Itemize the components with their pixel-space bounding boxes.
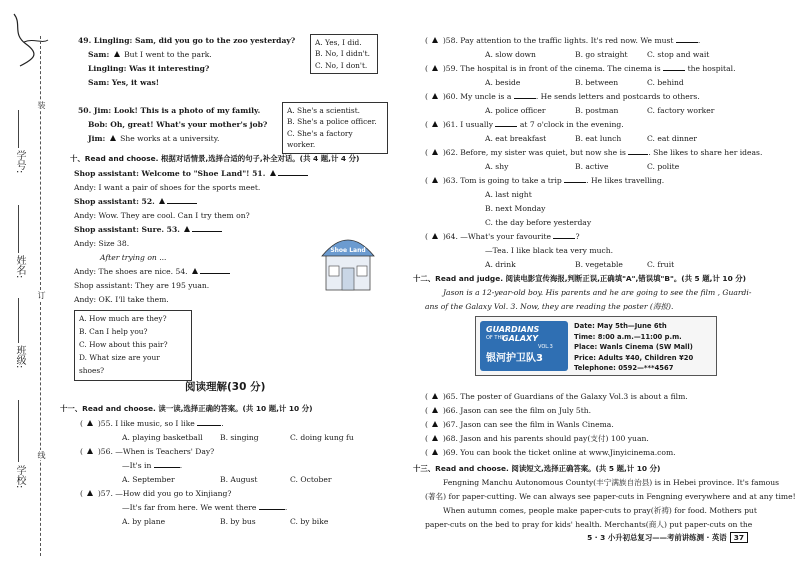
judge-65: ( )65. The poster of Guardians of the Galaxy Vol.3 is about a film. [425,392,688,401]
section-12-heading: 十二、Read and judge. 阅读电影宣传海报,判断正误,正确填"A",错误填"B"。(共 5 题,计 10 分) [413,274,747,283]
option: C. No, I don't. [315,60,368,70]
shoe-land-shop-illustration [320,228,376,294]
q56-option-c[interactable]: C. October [290,475,332,484]
q59-option-c[interactable]: C. behind [647,78,684,87]
dialog-line: After trying on ... [100,253,167,262]
q51-54-options-box [74,310,192,381]
option: C. She's a factory worker. [287,128,353,150]
poster-details [574,321,693,374]
q50-line1: 50. Jim: Look! This is a photo of my family. [78,106,261,115]
answer-blank-triangle-icon[interactable] [432,393,438,399]
intro-line1: Jason is a 12-year-old boy. His parents and he are going to see the film , Guardi- [443,288,752,297]
dialog-line: Shop assistant: They are 195 yuan. [74,281,210,290]
intro-line2: ans of the Galaxy Vol. 3. Now, they are reading the poster (海报). [425,302,674,311]
judge-66: ( )66. Jason can see the film on July 5th. [425,406,592,415]
q63-stem: ( )63. Tom is going to take a trip . He likes travelling. [425,176,665,185]
q63-option-c[interactable]: C. the day before yesterday [485,218,592,227]
answer-blank-triangle-icon[interactable] [159,198,165,204]
q63-option-b[interactable]: B. next Monday [485,204,546,213]
passage-line: Fengning Manchu Autonomous County(丰宁满族自治县) is in Hebei province. It's famous [443,478,780,487]
answer-blank-triangle-icon[interactable] [432,149,438,155]
section-10-heading: 十、Read and choose. 根据对话情景,选择合适的句子,补全对话。(共 4 题,计 4 分) [70,154,360,163]
dialog-line: Andy: The shoes are nice. 54. [74,267,230,276]
q64-stem2: —Tea. I like black tea very much. [485,246,614,255]
judge-68: ( )68. Jason and his parents should pay(支付) 100 yuan. [425,434,649,443]
q49-line3: Lingling: Was it interesting? [88,64,210,73]
q56-option-a[interactable]: A. September [122,475,175,484]
cut-label: 订 [37,291,46,299]
dialog-line: Andy: Wow. They are cool. Can I try them on? [74,211,250,220]
school-label: 学校: [14,465,25,489]
q49-options-box [310,34,378,74]
q50-line3: Jim: She works at a university. [88,134,220,143]
answer-blank-triangle-icon[interactable] [432,407,438,413]
q59-stem: ( )59. The hospital is in front of the cinema. The cinema is the hospital. [425,64,736,73]
q58-option-c[interactable]: C. stop and wait [647,50,710,59]
option: C. How about this pair? [79,339,168,349]
judge-69: ( )69. You can book the ticket online at www.Jinyicinema.com. [425,448,676,457]
q49-line1: 49. Lingling: Sam, did you go to the zoo yesterday? [78,36,296,45]
q60-stem: ( )60. My uncle is a . He sends letters and postcards to others. [425,92,700,101]
q57-stem2: —It's far from here. We went there . [122,503,288,512]
q55-stem: ( )55. I like music, so I like . [80,419,224,428]
q59-option-b[interactable]: B. between [575,78,619,87]
section-11-heading: 十一、Read and choose. 读一读,选择正确的答案。(共 10 题,计 10 分) [60,404,313,413]
q60-option-b[interactable]: B. postman [575,106,619,115]
student-id-field[interactable] [18,110,19,148]
poster-telephone: Telephone: 0592—***4567 [574,364,674,373]
answer-blank-triangle-icon[interactable] [432,435,438,441]
q57-option-c[interactable]: C. by bike [290,517,329,526]
q49-line2: Sam: But I went to the park. [88,50,212,59]
q64-option-c[interactable]: C. fruit [647,260,675,269]
q50-options-box [282,102,388,154]
scribble-decoration [4,4,54,74]
page-footer [587,532,748,543]
dialog-line: Shop assistant: 52. [74,197,197,206]
q58-option-a[interactable]: A. slow down [485,50,536,59]
name-label: 姓名: [14,255,25,279]
q57-option-a[interactable]: A. by plane [122,517,166,526]
passage-line: (著名) for paper-cutting. We can always see paper-cuts in Fengning everywhere and at any time! [425,492,796,501]
q55-option-b[interactable]: B. singing [220,433,259,442]
option: B. Can I help you? [79,326,148,336]
section-13-heading: 十三、Read and choose. 阅读短文,选择正确答案。(共 5 题,计 10 分) [413,464,661,473]
poster-price: Price: Adults ¥40, Children ¥20 [574,353,694,362]
judge-67: ( )67. Jason can see the film in Wanls Cinema. [425,420,614,429]
answer-blank-triangle-icon[interactable] [87,448,93,454]
answer-blank-triangle-icon[interactable] [432,177,438,183]
q60-option-a[interactable]: A. police officer [485,106,546,115]
option: A. She's a scientist. [287,106,361,115]
q56-stem: ( )56. —When is Teachers' Day? [80,447,215,456]
answer-blank-triangle-icon[interactable] [432,93,438,99]
answer-blank-triangle-icon[interactable] [432,121,438,127]
poster-time: Time: 8:00 a.m.—11:00 p.m. [574,332,682,341]
q62-option-b[interactable]: B. active [575,162,609,171]
q55-option-c[interactable]: C. doing kung fu [290,433,354,442]
dialog-line: Andy: I want a pair of shoes for the sports meet. [74,183,261,192]
q61-option-b[interactable]: B. eat lunch [575,134,622,143]
q64-option-a[interactable]: A. drink [485,260,516,269]
answer-blank-triangle-icon[interactable] [432,449,438,455]
q64-stem: ( )64. —What's your favourite ? [425,232,580,241]
page-number: 37 [730,532,748,543]
name-field[interactable] [18,205,19,253]
q50-line2: Bob: Oh, great! What's your mother's job? [88,120,268,129]
q58-stem: ( )58. Pay attention to the traffic lights. It's red now. We must . [425,36,701,45]
student-id-label: 学号: [14,150,25,174]
q57-stem: ( )57. —How did you go to Xinjiang? [80,489,232,498]
answer-blank-triangle-icon[interactable] [270,170,276,176]
answer-blank-triangle-icon[interactable] [432,65,438,71]
q58-option-b[interactable]: B. go straight [575,50,628,59]
cut-label: 线 [37,451,46,459]
q63-option-a[interactable]: A. last night [485,190,532,199]
answer-blank-triangle-icon[interactable] [432,37,438,43]
q62-stem: ( )62. Before, my sister was quiet, but now she is . She likes to share her ideas. [425,148,763,157]
option: A. Yes, I did. [315,38,362,47]
poster-date: Date: May 5th—June 6th [574,322,667,330]
option: D. What size are your shoes? [79,352,160,375]
q64-option-b[interactable]: B. vegetable [575,260,623,269]
answer-blank-triangle-icon[interactable] [110,135,116,141]
dialog-line: Andy: OK. I'll take them. [74,295,169,304]
school-field[interactable] [18,400,19,462]
answer-blank-triangle-icon[interactable] [432,233,438,239]
answer-blank-triangle-icon[interactable] [192,268,198,274]
q56-stem2: —It's in . [122,461,183,470]
q55-option-a[interactable]: A. playing basketball [122,433,203,442]
option: B. She's a police officer. [287,117,377,127]
answer-blank-triangle-icon[interactable] [114,51,120,57]
passage-line: paper-cuts on the bed to pray for kids' health. Merchants(商人) put paper-cuts on the [425,520,753,529]
q61-option-a[interactable]: A. eat breakfast [485,134,547,143]
passage-line: When autumn comes, people make paper-cuts to pray(祈祷) for food. Mothers put [443,506,757,515]
class-field[interactable] [18,298,19,343]
q57-option-b[interactable]: B. by bus [220,517,256,526]
binding-margin [0,0,62,566]
dialog-line: Shop assistant: Welcome to "Shoe Land"! 51. [74,169,308,178]
q61-option-c[interactable]: C. eat dinner [647,134,698,143]
q59-option-a[interactable]: A. beside [485,78,521,87]
q62-option-c[interactable]: C. polite [647,162,680,171]
q61-stem: ( )61. I usually at 7 o'clock in the evening. [425,120,624,129]
dialog-line: Andy: Size 38. [74,239,130,248]
answer-blank-triangle-icon[interactable] [184,226,190,232]
footer-text: 5 · 3 小升初总复习——考前讲练测 · 英语 [587,533,727,542]
option: B. No, I didn't. [315,49,370,59]
answer-blank-triangle-icon[interactable] [87,420,93,426]
answer-blank-triangle-icon[interactable] [432,421,438,427]
cut-label: 装 [37,101,46,109]
q56-option-b[interactable]: B. August [220,475,258,484]
class-label: 班级: [14,345,25,369]
poster-place: Place: Wanls Cinema (SW Mall) [574,343,693,352]
dialog-line: Shop assistant: Sure. 53. [74,225,222,234]
reading-section-title: 阅读理解(30 分) [185,381,266,393]
answer-blank-triangle-icon[interactable] [87,490,93,496]
option: A. How much are they? [79,314,167,323]
shop-sign: Shoe Land [330,247,366,254]
movie-poster [475,316,717,376]
poster-logo: GUARDIANS OF THE GALAXY VOL.3 银河护卫队3 [480,321,568,371]
q60-option-c[interactable]: C. factory worker [647,106,715,115]
q49-line4: Sam: Yes, it was! [88,78,160,87]
q62-option-a[interactable]: A. shy [485,162,509,171]
